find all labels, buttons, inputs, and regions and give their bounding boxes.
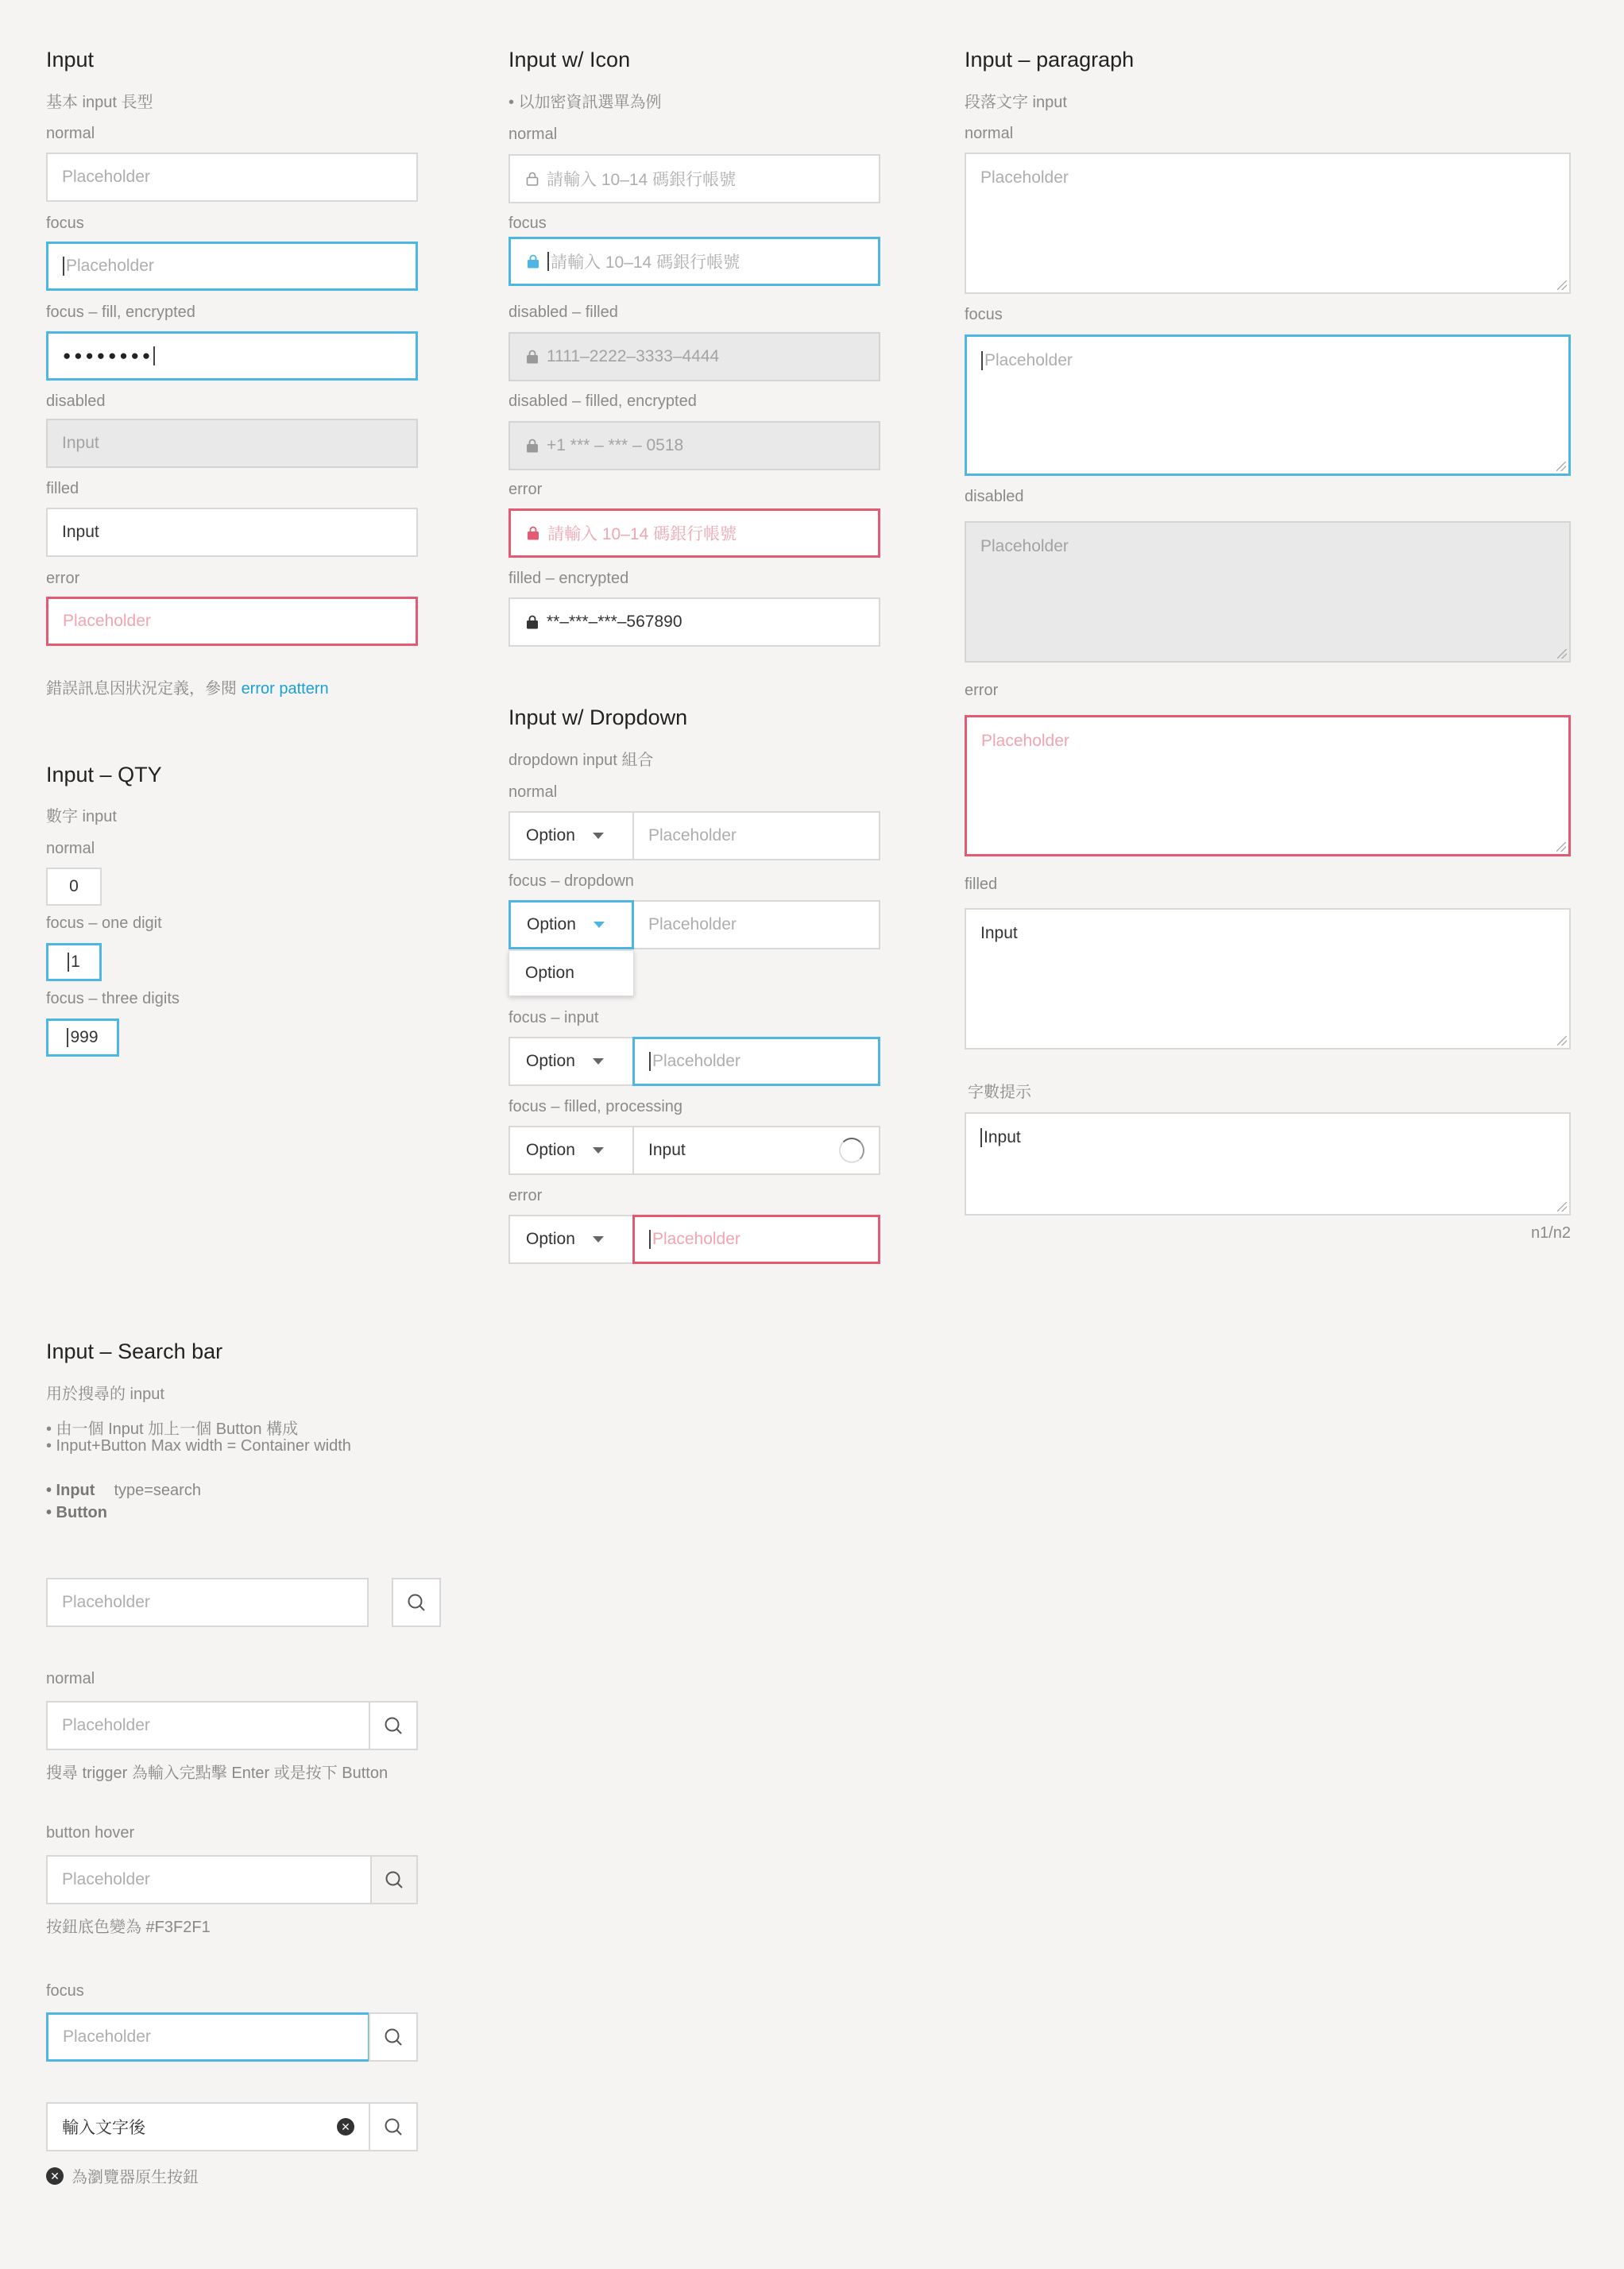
character-counter: n1/n2 (1530, 1224, 1571, 1242)
input-section-title: Input (46, 48, 95, 72)
input-section-subtitle: 基本 input 長型 (46, 94, 153, 111)
icon-error-label: error (508, 481, 543, 498)
icon-normal-field[interactable] (508, 154, 880, 203)
text-caret (547, 252, 549, 271)
icon-disabled-filled-field (508, 332, 880, 381)
placeholder-text: Placeholder (980, 537, 1069, 555)
lock-outline-icon (526, 172, 539, 186)
qty-section-subtitle: 數字 input (46, 808, 117, 825)
dropdown-select[interactable] (508, 1215, 634, 1264)
search-button[interactable] (392, 1578, 441, 1627)
search-clear-note (46, 2164, 199, 2187)
input-focus-label: focus (46, 215, 84, 232)
filled-value: Input (980, 924, 1018, 942)
text-caret (649, 1052, 651, 1071)
input-filled-label: filled (46, 480, 79, 497)
dropdown-focus-input-label: focus – input (508, 1009, 599, 1026)
filled-value: Input (62, 523, 99, 541)
dropdown-value: Option (526, 826, 575, 845)
search-button[interactable] (369, 1701, 418, 1750)
dropdown-normal-label: normal (508, 783, 558, 801)
qty-three-digit-label: focus – three digits (46, 990, 180, 1007)
placeholder-text: Placeholder (652, 1230, 740, 1248)
placeholder-text: Placeholder (62, 1593, 150, 1611)
qty-one-digit-input[interactable] (46, 943, 102, 981)
search-button[interactable] (369, 2102, 418, 2151)
search-normal-note: 搜尋 trigger 為輸入完點擊 Enter 或是按下 Button (46, 1765, 389, 1782)
paragraph-error-label: error (965, 682, 999, 699)
qty-three-digit-input[interactable] (46, 1019, 119, 1057)
text-caret (63, 257, 64, 276)
dropdown-value: Option (526, 1141, 575, 1159)
search-bullet-2: • Input+Button Max width = Container width (46, 1437, 351, 1455)
placeholder-text: Placeholder (981, 732, 1069, 750)
paragraph-focus-label: focus (965, 306, 1003, 323)
caret-down-icon (593, 1147, 604, 1154)
icon-error-field[interactable] (508, 508, 880, 558)
qty-value: 999 (70, 1028, 99, 1046)
qty-one-digit-label: focus – one digit (46, 914, 162, 932)
dropdown-text-input[interactable] (632, 811, 880, 860)
error-note (46, 675, 329, 698)
paragraph-section-subtitle: 段落文字 input (965, 94, 1067, 111)
resize-handle-icon[interactable] (1557, 280, 1567, 290)
dropdown-text-input-processing[interactable] (632, 1126, 880, 1175)
dropdown-section-title: Input w/ Dropdown (508, 705, 688, 729)
search-bullet-1: • 由一個 Input 加上一個 Button 構成 (46, 1421, 299, 1438)
icon-normal-label: normal (508, 126, 558, 143)
qty-normal-input[interactable] (46, 868, 102, 906)
search-part-button: • Button (46, 1504, 107, 1521)
paragraph-disabled-label: disabled (965, 488, 1024, 505)
dropdown-section-subtitle: dropdown input 組合 (508, 752, 654, 769)
lock-icon (527, 254, 539, 269)
paragraph-count-label: 字數提示 (968, 1084, 1031, 1101)
clear-icon: ✕ (46, 2167, 64, 2185)
disabled-value: Input (62, 434, 99, 452)
input-encrypted-label: focus – fill, encrypted (46, 303, 195, 321)
placeholder-text: Placeholder (62, 168, 150, 186)
placeholder-text: Placeholder (62, 1870, 150, 1888)
lock-icon (526, 350, 539, 364)
placeholder-text: Placeholder (652, 1052, 740, 1070)
search-icon (383, 2116, 404, 2137)
loading-spinner-icon (839, 1138, 864, 1163)
text-caret (981, 351, 983, 370)
icon-section-subtitle: • 以加密資訊選單為例 (508, 94, 662, 111)
paragraph-error-textarea[interactable] (965, 715, 1571, 856)
search-focus-label: focus (46, 1982, 84, 2000)
placeholder-text: 請輸入 10–14 碼銀行帳號 (547, 525, 737, 543)
icon-filled-encrypted-label: filled – encrypted (508, 570, 629, 587)
search-section-subtitle: 用於搜尋的 input (46, 1386, 164, 1403)
input-error-field[interactable] (46, 597, 418, 646)
paragraph-filled-label: filled (965, 876, 998, 893)
paragraph-normal-label: normal (965, 125, 1014, 142)
search-input[interactable] (46, 1701, 370, 1750)
placeholder-text: 請輸入 10–14 碼銀行帳號 (547, 171, 737, 189)
search-hover-note: 按鈕底色變為 #F3F2F1 (46, 1919, 211, 1936)
search-button-hover[interactable] (370, 1855, 418, 1904)
search-input[interactable] (46, 1578, 369, 1627)
placeholder-text: Placeholder (984, 351, 1073, 369)
placeholder-text: Placeholder (63, 612, 151, 630)
search-part-input-name: • Input (46, 1482, 95, 1499)
dropdown-text-input[interactable] (632, 900, 880, 949)
password-dots: ●●●●●●●● (63, 348, 154, 363)
dropdown-value: Option (527, 915, 576, 933)
input-encrypted-field[interactable] (46, 331, 418, 381)
input-focus-field[interactable] (46, 242, 418, 291)
caret-down-icon (593, 1058, 604, 1065)
disabled-value: +1 *** – *** – 0518 (547, 436, 684, 454)
filled-value: Input (984, 1128, 1021, 1146)
search-part-input-type: type=search (114, 1482, 201, 1499)
search-clear-note-text: 為瀏覽器原生按鈕 (72, 2169, 199, 2186)
search-icon (406, 1592, 427, 1613)
input-filled-field[interactable] (46, 508, 418, 557)
dropdown-select[interactable] (508, 811, 634, 860)
icon-section-title: Input w/ Icon (508, 48, 631, 72)
filled-value: Input (648, 1141, 686, 1159)
typed-value: 輸入文字後 (62, 2119, 145, 2137)
resize-handle-icon[interactable] (1556, 462, 1566, 471)
dropdown-text-input-focused[interactable] (632, 1037, 880, 1086)
error-note-text: 錯誤訊息因狀況定義，參閱 (46, 680, 242, 698)
search-icon (383, 1715, 404, 1736)
input-disabled-label: disabled (46, 392, 106, 410)
text-caret (67, 1028, 68, 1047)
resize-handle-icon[interactable] (1556, 842, 1566, 852)
paragraph-disabled-textarea (965, 521, 1571, 663)
icon-disabled-encrypted-field (508, 421, 880, 470)
input-normal-field[interactable] (46, 153, 418, 202)
dropdown-select-focused[interactable] (508, 900, 634, 949)
search-icon (383, 2027, 404, 2047)
search-part-input (46, 1482, 201, 1500)
icon-disabled-encrypted-label: disabled – filled, encrypted (508, 392, 697, 410)
search-button[interactable] (369, 2012, 418, 2062)
dropdown-value: Option (526, 1230, 575, 1248)
search-hover-label: button hover (46, 1824, 135, 1842)
text-caret (980, 1128, 982, 1147)
lock-icon (527, 526, 539, 540)
qty-value: 1 (71, 953, 80, 971)
placeholder-text: 請輸入 10–14 碼銀行帳號 (551, 253, 740, 272)
placeholder-text: Placeholder (648, 826, 737, 845)
dropdown-select[interactable] (508, 1037, 634, 1086)
qty-normal-label: normal (46, 840, 95, 857)
qty-value: 0 (69, 877, 79, 895)
search-input-focused[interactable] (46, 2012, 370, 2062)
lock-icon (526, 615, 539, 629)
search-input-filled[interactable] (46, 2102, 370, 2151)
resize-handle-icon[interactable] (1557, 1036, 1567, 1046)
placeholder-text: Placeholder (648, 915, 737, 933)
clear-icon[interactable]: ✕ (337, 2118, 354, 2136)
error-pattern-link[interactable]: error pattern (241, 680, 329, 698)
resize-handle-icon[interactable] (1557, 1202, 1567, 1212)
icon-focus-label: focus (508, 215, 547, 232)
search-section-title: Input – Search bar (46, 1339, 223, 1363)
placeholder-text: Placeholder (980, 168, 1069, 187)
placeholder-text: Placeholder (63, 2027, 151, 2046)
dropdown-menu (508, 950, 634, 996)
icon-filled-encrypted-field[interactable] (508, 597, 880, 647)
input-error-label: error (46, 570, 80, 587)
text-caret (649, 1230, 651, 1249)
paragraph-count-textarea[interactable] (965, 1112, 1571, 1216)
paragraph-section-title: Input – paragraph (965, 48, 1135, 72)
input-disabled-field (46, 419, 418, 468)
search-normal-label: normal (46, 1670, 95, 1687)
search-input[interactable] (46, 1855, 372, 1904)
search-icon (384, 1869, 404, 1890)
resize-handle-icon (1557, 649, 1567, 659)
dropdown-select[interactable] (508, 1126, 634, 1175)
caret-down-icon (593, 833, 604, 839)
text-caret (68, 953, 69, 972)
text-caret (153, 346, 155, 365)
caret-down-icon (594, 922, 605, 928)
lock-icon (526, 439, 539, 453)
dropdown-menu-option[interactable]: Option (525, 964, 574, 982)
qty-section-title: Input – QTY (46, 763, 162, 787)
placeholder-text: Placeholder (62, 1716, 150, 1734)
dropdown-text-input-error[interactable] (632, 1215, 880, 1264)
disabled-value: 1111–2222–3333–4444 (547, 347, 720, 365)
paragraph-filled-textarea[interactable] (965, 908, 1571, 1049)
input-normal-label: normal (46, 125, 95, 142)
dropdown-focus-dropdown-label: focus – dropdown (508, 872, 634, 890)
icon-focus-field[interactable] (508, 237, 880, 286)
caret-down-icon (593, 1236, 604, 1243)
dropdown-value: Option (526, 1052, 575, 1070)
icon-disabled-filled-label: disabled – filled (508, 303, 618, 321)
dropdown-error-label: error (508, 1187, 543, 1204)
paragraph-normal-textarea[interactable] (965, 153, 1571, 294)
paragraph-focus-textarea[interactable] (965, 334, 1571, 476)
placeholder-text: Placeholder (66, 257, 154, 275)
filled-value: **–***–***–567890 (547, 613, 682, 631)
dropdown-processing-label: focus – filled, processing (508, 1098, 683, 1115)
